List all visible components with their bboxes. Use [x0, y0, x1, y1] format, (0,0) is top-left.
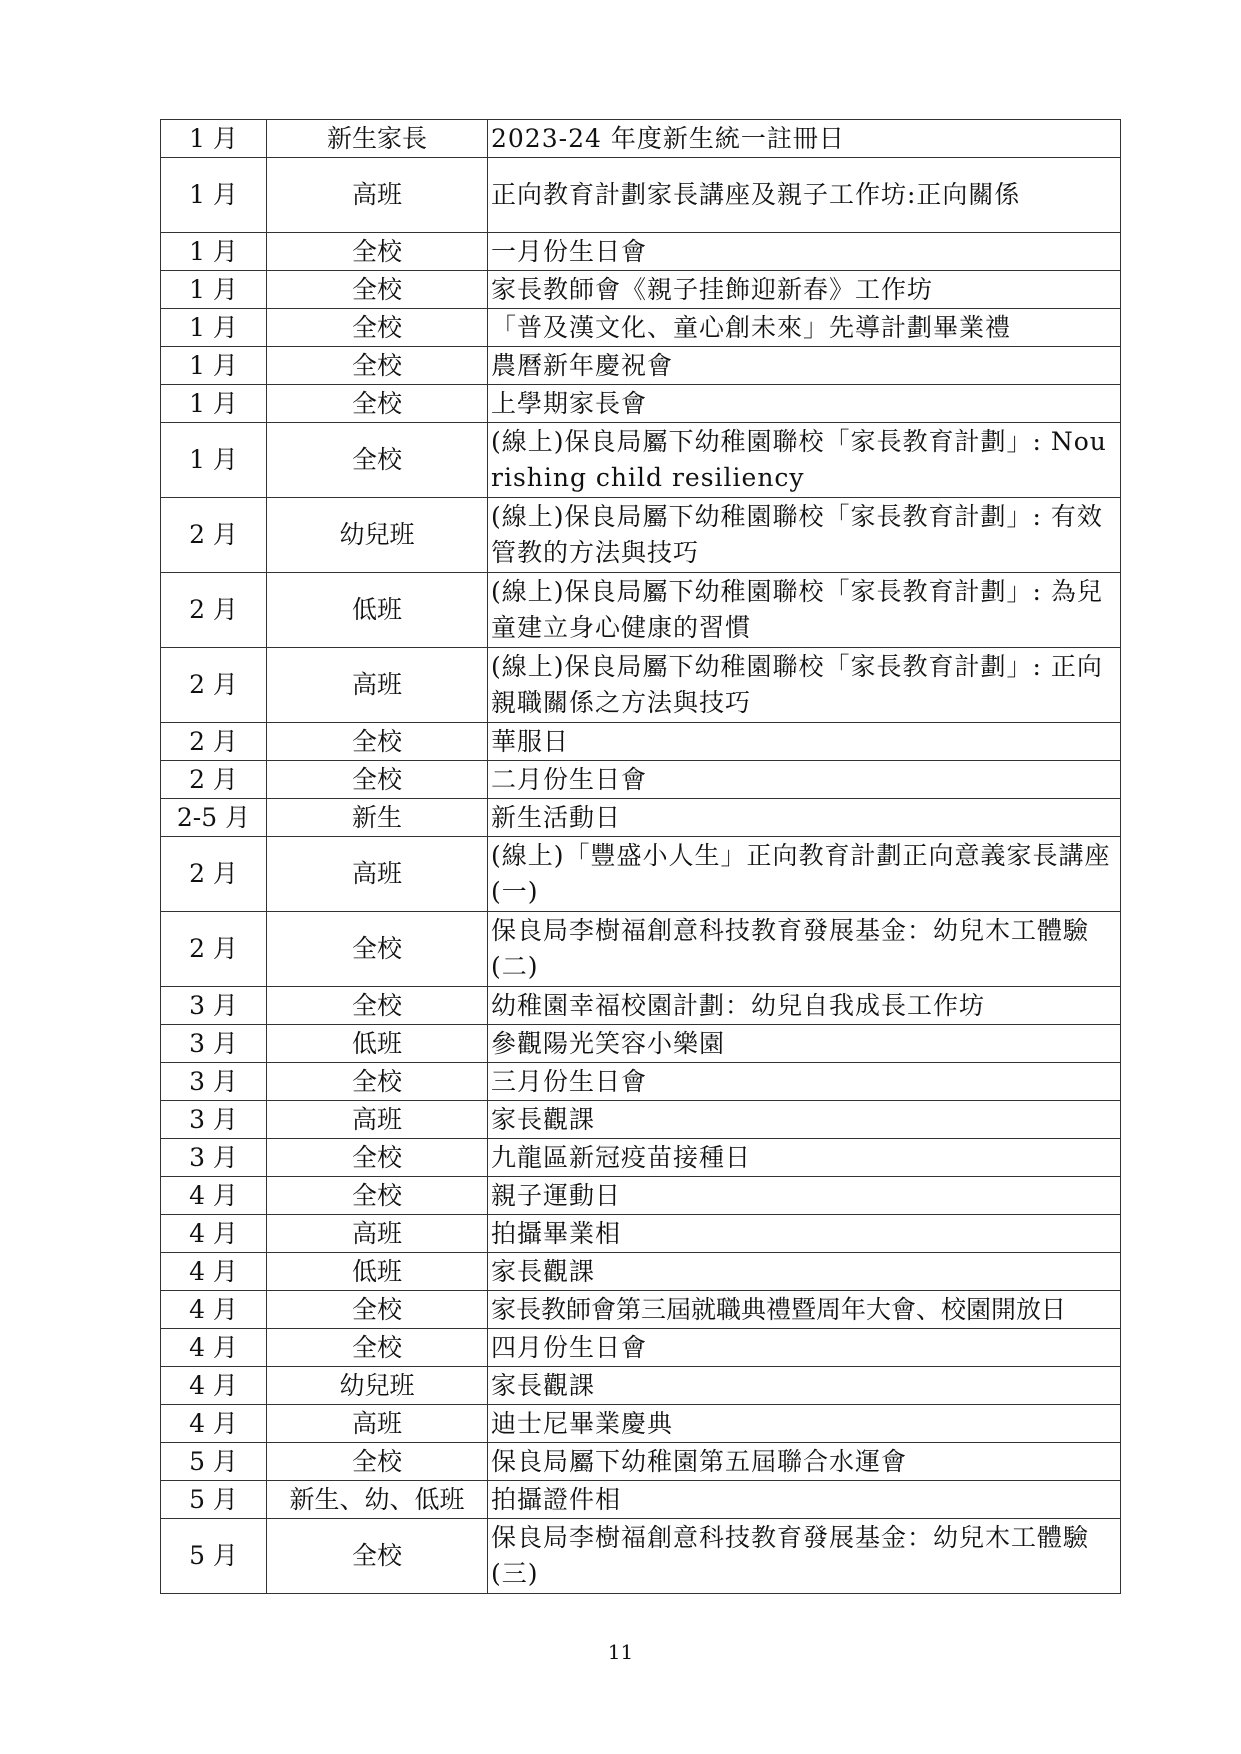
participants-cell: 全校 [267, 423, 488, 498]
participants-cell: 全校 [267, 1519, 488, 1594]
event-cell: 「普及漢文化、童心創未來」先導計劃畢業禮 [488, 309, 1121, 347]
participants-cell: 低班 [267, 1253, 488, 1291]
month-cell: 5 月 [161, 1443, 267, 1481]
event-cell: 2023-24 年度新生統一註冊日 [488, 120, 1121, 158]
month-cell: 4 月 [161, 1367, 267, 1405]
participants-cell: 全校 [267, 271, 488, 309]
month-cell: 4 月 [161, 1291, 267, 1329]
event-cell: 家長觀課 [488, 1367, 1121, 1405]
month-cell: 1 月 [161, 385, 267, 423]
month-cell: 3 月 [161, 1139, 267, 1177]
participants-cell: 高班 [267, 648, 488, 723]
table-row [161, 1367, 1121, 1405]
participants-cell: 全校 [267, 1291, 488, 1329]
event-cell: (線上)保良局屬下幼稚園聯校「家長教育計劃」: Nourishing child resiliency [488, 423, 1121, 498]
event-cell: 上學期家長會 [488, 385, 1121, 423]
month-cell: 3 月 [161, 1063, 267, 1101]
month-cell: 2 月 [161, 837, 267, 912]
month-cell: 3 月 [161, 1025, 267, 1063]
participants-cell: 低班 [267, 1025, 488, 1063]
month-cell: 3 月 [161, 1101, 267, 1139]
event-cell: 家長教師會第三屆就職典禮暨周年大會、校園開放日 [488, 1291, 1121, 1329]
event-cell: 新生活動日 [488, 799, 1121, 837]
table-row [161, 347, 1121, 385]
page-number: 11 [607, 1640, 634, 1664]
participants-cell: 新生 [267, 799, 488, 837]
month-cell: 4 月 [161, 1405, 267, 1443]
participants-cell: 高班 [267, 158, 488, 233]
month-cell: 4 月 [161, 1329, 267, 1367]
month-cell: 2-5 月 [161, 799, 267, 837]
month-cell: 1 月 [161, 423, 267, 498]
month-cell: 5 月 [161, 1481, 267, 1519]
month-cell: 4 月 [161, 1215, 267, 1253]
event-cell: 正向教育計劃家長講座及親子工作坊:正向關係 [488, 158, 1121, 233]
participants-cell: 新生家長 [267, 120, 488, 158]
event-cell: 家長教師會《親子挂飾迎新春》工作坊 [488, 271, 1121, 309]
table-row [161, 1101, 1121, 1139]
table-row [161, 1405, 1121, 1443]
event-cell: 農曆新年慶祝會 [488, 347, 1121, 385]
month-cell: 2 月 [161, 648, 267, 723]
participants-cell: 幼兒班 [267, 1367, 488, 1405]
event-cell: 華服日 [488, 723, 1121, 761]
event-cell: 家長觀課 [488, 1101, 1121, 1139]
table-row [161, 837, 1121, 912]
table-row [161, 1291, 1121, 1329]
event-cell: 拍攝畢業相 [488, 1215, 1121, 1253]
participants-cell: 全校 [267, 761, 488, 799]
month-cell: 1 月 [161, 347, 267, 385]
event-cell: (線上)「豐盛小人生」正向教育計劃正向意義家長講座(一) [488, 837, 1121, 912]
participants-cell: 高班 [267, 1215, 488, 1253]
participants-cell: 全校 [267, 233, 488, 271]
month-cell: 1 月 [161, 233, 267, 271]
participants-cell: 高班 [267, 1405, 488, 1443]
event-cell: 親子運動日 [488, 1177, 1121, 1215]
event-cell: 保良局屬下幼稚園第五屆聯合水運會 [488, 1443, 1121, 1481]
table-row [161, 423, 1121, 498]
month-cell: 2 月 [161, 723, 267, 761]
table-row [161, 498, 1121, 573]
table-row [161, 120, 1121, 158]
participants-cell: 全校 [267, 1443, 488, 1481]
table-row [161, 1139, 1121, 1177]
participants-cell: 高班 [267, 837, 488, 912]
table-row [161, 799, 1121, 837]
table-row [161, 1253, 1121, 1291]
table-row [161, 1519, 1121, 1594]
event-cell: 九龍區新冠疫苗接種日 [488, 1139, 1121, 1177]
table-row [161, 1177, 1121, 1215]
event-cell: 保良局李樹福創意科技教育發展基金：幼兒木工體驗(二) [488, 912, 1121, 987]
event-cell: (線上)保良局屬下幼稚園聯校「家長教育計劃」: 正向親職關係之方法與技巧 [488, 648, 1121, 723]
table-row [161, 723, 1121, 761]
participants-cell: 低班 [267, 573, 488, 648]
month-cell: 5 月 [161, 1519, 267, 1594]
month-cell: 2 月 [161, 912, 267, 987]
event-cell: 拍攝證件相 [488, 1481, 1121, 1519]
table-row [161, 1329, 1121, 1367]
event-cell: 幼稚園幸福校園計劃：幼兒自我成長工作坊 [488, 987, 1121, 1025]
table-row [161, 158, 1121, 233]
month-cell: 4 月 [161, 1177, 267, 1215]
participants-cell: 全校 [267, 309, 488, 347]
table-row [161, 1215, 1121, 1253]
table-row [161, 573, 1121, 648]
table-row [161, 912, 1121, 987]
month-cell: 1 月 [161, 271, 267, 309]
event-cell: (線上)保良局屬下幼稚園聯校「家長教育計劃」: 為兒童建立身心健康的習慣 [488, 573, 1121, 648]
event-cell: 一月份生日會 [488, 233, 1121, 271]
table-row [161, 385, 1121, 423]
month-cell: 1 月 [161, 309, 267, 347]
participants-cell: 全校 [267, 912, 488, 987]
table-row [161, 309, 1121, 347]
month-cell: 3 月 [161, 987, 267, 1025]
event-cell: (線上)保良局屬下幼稚園聯校「家長教育計劃」: 有效管教的方法與技巧 [488, 498, 1121, 573]
participants-cell: 新生、幼、低班 [267, 1481, 488, 1519]
participants-cell: 全校 [267, 723, 488, 761]
event-cell: 參觀陽光笑容小樂園 [488, 1025, 1121, 1063]
table-row [161, 987, 1121, 1025]
participants-cell: 全校 [267, 1177, 488, 1215]
participants-cell: 高班 [267, 1101, 488, 1139]
table-row [161, 1063, 1121, 1101]
event-cell: 家長觀課 [488, 1253, 1121, 1291]
table-row [161, 271, 1121, 309]
month-cell: 4 月 [161, 1253, 267, 1291]
table-row [161, 233, 1121, 271]
participants-cell: 全校 [267, 385, 488, 423]
participants-cell: 全校 [267, 347, 488, 385]
event-cell: 三月份生日會 [488, 1063, 1121, 1101]
month-cell: 1 月 [161, 158, 267, 233]
table-row [161, 761, 1121, 799]
table-row [161, 1443, 1121, 1481]
participants-cell: 全校 [267, 987, 488, 1025]
month-cell: 2 月 [161, 573, 267, 648]
participants-cell: 全校 [267, 1139, 488, 1177]
participants-cell: 全校 [267, 1063, 488, 1101]
event-cell: 迪士尼畢業慶典 [488, 1405, 1121, 1443]
event-cell: 保良局李樹福創意科技教育發展基金：幼兒木工體驗(三) [488, 1519, 1121, 1594]
participants-cell: 幼兒班 [267, 498, 488, 573]
activity-schedule-table [160, 119, 1121, 1594]
schedule-table-body [161, 120, 1121, 1594]
event-cell: 四月份生日會 [488, 1329, 1121, 1367]
month-cell: 2 月 [161, 498, 267, 573]
participants-cell: 全校 [267, 1329, 488, 1367]
table-row [161, 1025, 1121, 1063]
month-cell: 1 月 [161, 120, 267, 158]
table-row [161, 1481, 1121, 1519]
table-row [161, 648, 1121, 723]
event-cell: 二月份生日會 [488, 761, 1121, 799]
month-cell: 2 月 [161, 761, 267, 799]
